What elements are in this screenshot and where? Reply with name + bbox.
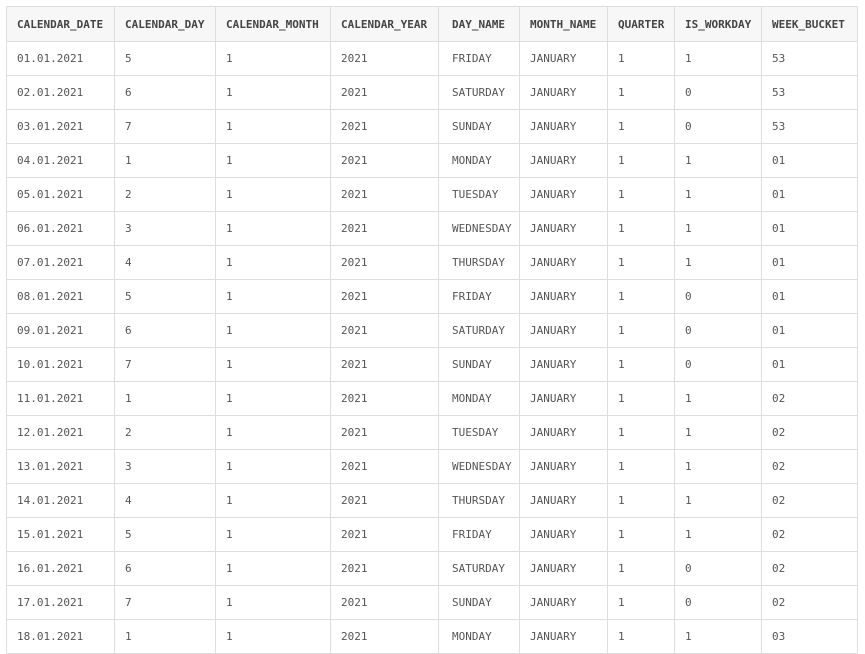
- cell-calendar-month[interactable]: 1: [216, 42, 331, 76]
- column-header-calendar-year[interactable]: CALENDAR_YEAR: [331, 7, 439, 42]
- column-header-day-name[interactable]: DAY_NAME: [439, 7, 520, 42]
- table-row[interactable]: [7, 450, 858, 484]
- cell-day-name[interactable]: SUNDAY: [439, 586, 520, 620]
- cell-calendar-day[interactable]: 1: [115, 620, 216, 654]
- cell-quarter[interactable]: 1: [608, 552, 675, 586]
- table-row[interactable]: [7, 178, 858, 212]
- cell-is-workday[interactable]: 1: [675, 178, 762, 212]
- cell-month-name[interactable]: JANUARY: [520, 552, 608, 586]
- cell-quarter[interactable]: 1: [608, 42, 675, 76]
- cell-calendar-year[interactable]: 2021: [331, 382, 439, 416]
- cell-calendar-year[interactable]: 2021: [331, 212, 439, 246]
- cell-quarter[interactable]: 1: [608, 144, 675, 178]
- cell-calendar-month[interactable]: 1: [216, 246, 331, 280]
- cell-day-name[interactable]: SATURDAY: [439, 76, 520, 110]
- cell-calendar-date[interactable]: 03.01.2021: [7, 110, 115, 144]
- cell-week-bucket[interactable]: 02: [762, 552, 858, 586]
- table-row[interactable]: [7, 280, 858, 314]
- cell-calendar-year[interactable]: 2021: [331, 552, 439, 586]
- cell-calendar-year[interactable]: 2021: [331, 518, 439, 552]
- cell-week-bucket[interactable]: 02: [762, 586, 858, 620]
- cell-calendar-day[interactable]: 7: [115, 586, 216, 620]
- cell-calendar-date[interactable]: 09.01.2021: [7, 314, 115, 348]
- cell-calendar-year[interactable]: 2021: [331, 450, 439, 484]
- cell-calendar-date[interactable]: 11.01.2021: [7, 382, 115, 416]
- cell-week-bucket[interactable]: 01: [762, 314, 858, 348]
- cell-calendar-date[interactable]: 04.01.2021: [7, 144, 115, 178]
- table-row[interactable]: [7, 246, 858, 280]
- cell-quarter[interactable]: 1: [608, 212, 675, 246]
- cell-quarter[interactable]: 1: [608, 280, 675, 314]
- cell-calendar-year[interactable]: 2021: [331, 144, 439, 178]
- cell-quarter[interactable]: 1: [608, 76, 675, 110]
- cell-is-workday[interactable]: 1: [675, 518, 762, 552]
- cell-calendar-day[interactable]: 2: [115, 178, 216, 212]
- cell-month-name[interactable]: JANUARY: [520, 212, 608, 246]
- column-header-week-bucket[interactable]: WEEK_BUCKET: [762, 7, 858, 42]
- cell-day-name[interactable]: THURSDAY: [439, 484, 520, 518]
- cell-week-bucket[interactable]: 01: [762, 178, 858, 212]
- cell-calendar-date[interactable]: 15.01.2021: [7, 518, 115, 552]
- cell-calendar-day[interactable]: 1: [115, 382, 216, 416]
- cell-week-bucket[interactable]: 02: [762, 484, 858, 518]
- cell-week-bucket[interactable]: 02: [762, 450, 858, 484]
- cell-month-name[interactable]: JANUARY: [520, 144, 608, 178]
- cell-day-name[interactable]: WEDNESDAY: [439, 212, 520, 246]
- cell-month-name[interactable]: JANUARY: [520, 450, 608, 484]
- cell-quarter[interactable]: 1: [608, 314, 675, 348]
- cell-is-workday[interactable]: 0: [675, 76, 762, 110]
- cell-calendar-date[interactable]: 10.01.2021: [7, 348, 115, 382]
- cell-week-bucket[interactable]: 53: [762, 110, 858, 144]
- cell-quarter[interactable]: 1: [608, 450, 675, 484]
- cell-calendar-day[interactable]: 3: [115, 212, 216, 246]
- column-header-is-workday[interactable]: IS_WORKDAY: [675, 7, 762, 42]
- table-row[interactable]: [7, 144, 858, 178]
- cell-month-name[interactable]: JANUARY: [520, 76, 608, 110]
- cell-week-bucket[interactable]: 01: [762, 144, 858, 178]
- table-row[interactable]: [7, 76, 858, 110]
- cell-calendar-year[interactable]: 2021: [331, 620, 439, 654]
- cell-calendar-month[interactable]: 1: [216, 76, 331, 110]
- cell-month-name[interactable]: JANUARY: [520, 178, 608, 212]
- cell-is-workday[interactable]: 1: [675, 416, 762, 450]
- cell-quarter[interactable]: 1: [608, 518, 675, 552]
- cell-calendar-month[interactable]: 1: [216, 416, 331, 450]
- cell-calendar-day[interactable]: 4: [115, 484, 216, 518]
- cell-is-workday[interactable]: 1: [675, 42, 762, 76]
- table-row[interactable]: [7, 314, 858, 348]
- table-row[interactable]: [7, 382, 858, 416]
- cell-week-bucket[interactable]: 53: [762, 76, 858, 110]
- cell-week-bucket[interactable]: 02: [762, 416, 858, 450]
- table-row[interactable]: [7, 484, 858, 518]
- cell-month-name[interactable]: JANUARY: [520, 246, 608, 280]
- cell-calendar-date[interactable]: 01.01.2021: [7, 42, 115, 76]
- cell-calendar-year[interactable]: 2021: [331, 246, 439, 280]
- cell-calendar-month[interactable]: 1: [216, 348, 331, 382]
- cell-day-name[interactable]: WEDNESDAY: [439, 450, 520, 484]
- cell-quarter[interactable]: 1: [608, 246, 675, 280]
- cell-calendar-date[interactable]: 13.01.2021: [7, 450, 115, 484]
- cell-week-bucket[interactable]: 53: [762, 42, 858, 76]
- cell-week-bucket[interactable]: 01: [762, 246, 858, 280]
- cell-calendar-month[interactable]: 1: [216, 518, 331, 552]
- cell-quarter[interactable]: 1: [608, 110, 675, 144]
- cell-calendar-day[interactable]: 7: [115, 110, 216, 144]
- cell-calendar-year[interactable]: 2021: [331, 314, 439, 348]
- cell-calendar-day[interactable]: 3: [115, 450, 216, 484]
- cell-calendar-month[interactable]: 1: [216, 382, 331, 416]
- cell-calendar-year[interactable]: 2021: [331, 586, 439, 620]
- header-row: [7, 7, 858, 42]
- cell-month-name[interactable]: JANUARY: [520, 280, 608, 314]
- cell-calendar-day[interactable]: 5: [115, 280, 216, 314]
- table-row[interactable]: [7, 348, 858, 382]
- cell-is-workday[interactable]: 0: [675, 314, 762, 348]
- cell-is-workday[interactable]: 1: [675, 382, 762, 416]
- cell-day-name[interactable]: SUNDAY: [439, 348, 520, 382]
- table-row[interactable]: [7, 552, 858, 586]
- cell-month-name[interactable]: JANUARY: [520, 314, 608, 348]
- cell-day-name[interactable]: FRIDAY: [439, 42, 520, 76]
- cell-calendar-month[interactable]: 1: [216, 314, 331, 348]
- cell-is-workday[interactable]: 0: [675, 280, 762, 314]
- cell-is-workday[interactable]: 1: [675, 212, 762, 246]
- cell-calendar-month[interactable]: 1: [216, 280, 331, 314]
- cell-month-name[interactable]: JANUARY: [520, 382, 608, 416]
- cell-month-name[interactable]: JANUARY: [520, 348, 608, 382]
- cell-calendar-date[interactable]: 08.01.2021: [7, 280, 115, 314]
- cell-calendar-month[interactable]: 1: [216, 178, 331, 212]
- cell-calendar-month[interactable]: 1: [216, 552, 331, 586]
- cell-calendar-day[interactable]: 6: [115, 76, 216, 110]
- cell-calendar-date[interactable]: 06.01.2021: [7, 212, 115, 246]
- table-row[interactable]: [7, 586, 858, 620]
- cell-calendar-date[interactable]: 18.01.2021: [7, 620, 115, 654]
- cell-month-name[interactable]: JANUARY: [520, 620, 608, 654]
- data-grid: [6, 6, 857, 654]
- table-row[interactable]: [7, 518, 858, 552]
- cell-calendar-date[interactable]: 02.01.2021: [7, 76, 115, 110]
- cell-calendar-year[interactable]: 2021: [331, 416, 439, 450]
- cell-day-name[interactable]: FRIDAY: [439, 518, 520, 552]
- cell-month-name[interactable]: JANUARY: [520, 518, 608, 552]
- cell-week-bucket[interactable]: 01: [762, 348, 858, 382]
- cell-calendar-date[interactable]: 07.01.2021: [7, 246, 115, 280]
- table-row[interactable]: [7, 42, 858, 76]
- cell-calendar-year[interactable]: 2021: [331, 178, 439, 212]
- cell-calendar-date[interactable]: 16.01.2021: [7, 552, 115, 586]
- cell-calendar-date[interactable]: 05.01.2021: [7, 178, 115, 212]
- cell-is-workday[interactable]: 1: [675, 620, 762, 654]
- cell-is-workday[interactable]: 0: [675, 552, 762, 586]
- cell-calendar-year[interactable]: 2021: [331, 110, 439, 144]
- cell-is-workday[interactable]: 1: [675, 144, 762, 178]
- cell-calendar-day[interactable]: 2: [115, 416, 216, 450]
- cell-calendar-day[interactable]: 5: [115, 42, 216, 76]
- column-header-calendar-date[interactable]: CALENDAR_DATE: [7, 7, 115, 42]
- cell-calendar-month[interactable]: 1: [216, 144, 331, 178]
- table-row[interactable]: [7, 212, 858, 246]
- cell-day-name[interactable]: MONDAY: [439, 382, 520, 416]
- table-row[interactable]: [7, 416, 858, 450]
- cell-calendar-day[interactable]: 6: [115, 552, 216, 586]
- cell-calendar-month[interactable]: 1: [216, 450, 331, 484]
- calendar-table: [6, 6, 858, 654]
- table-row[interactable]: [7, 110, 858, 144]
- cell-calendar-year[interactable]: 2021: [331, 76, 439, 110]
- cell-calendar-year[interactable]: 2021: [331, 280, 439, 314]
- cell-calendar-month[interactable]: 1: [216, 620, 331, 654]
- cell-calendar-day[interactable]: 7: [115, 348, 216, 382]
- cell-quarter[interactable]: 1: [608, 586, 675, 620]
- cell-week-bucket[interactable]: 01: [762, 212, 858, 246]
- cell-month-name[interactable]: JANUARY: [520, 110, 608, 144]
- cell-calendar-month[interactable]: 1: [216, 110, 331, 144]
- cell-is-workday[interactable]: 1: [675, 484, 762, 518]
- cell-day-name[interactable]: FRIDAY: [439, 280, 520, 314]
- cell-quarter[interactable]: 1: [608, 416, 675, 450]
- table-row[interactable]: [7, 620, 858, 654]
- cell-quarter[interactable]: 1: [608, 382, 675, 416]
- cell-day-name[interactable]: TUESDAY: [439, 416, 520, 450]
- cell-day-name[interactable]: SATURDAY: [439, 552, 520, 586]
- cell-quarter[interactable]: 1: [608, 484, 675, 518]
- cell-calendar-date[interactable]: 17.01.2021: [7, 586, 115, 620]
- column-header-calendar-month[interactable]: CALENDAR_MONTH: [216, 7, 331, 42]
- cell-is-workday[interactable]: 0: [675, 110, 762, 144]
- cell-calendar-day[interactable]: 5: [115, 518, 216, 552]
- cell-calendar-year[interactable]: 2021: [331, 348, 439, 382]
- cell-calendar-year[interactable]: 2021: [331, 484, 439, 518]
- cell-day-name[interactable]: TUESDAY: [439, 178, 520, 212]
- cell-week-bucket[interactable]: 02: [762, 382, 858, 416]
- cell-is-workday[interactable]: 1: [675, 246, 762, 280]
- cell-calendar-date[interactable]: 12.01.2021: [7, 416, 115, 450]
- cell-calendar-day[interactable]: 1: [115, 144, 216, 178]
- cell-calendar-month[interactable]: 1: [216, 484, 331, 518]
- cell-day-name[interactable]: SATURDAY: [439, 314, 520, 348]
- cell-day-name[interactable]: SUNDAY: [439, 110, 520, 144]
- cell-calendar-day[interactable]: 6: [115, 314, 216, 348]
- cell-week-bucket[interactable]: 02: [762, 518, 858, 552]
- column-header-quarter[interactable]: QUARTER: [608, 7, 675, 42]
- cell-quarter[interactable]: 1: [608, 348, 675, 382]
- cell-calendar-day[interactable]: 4: [115, 246, 216, 280]
- cell-is-workday[interactable]: 0: [675, 586, 762, 620]
- cell-is-workday[interactable]: 1: [675, 450, 762, 484]
- cell-calendar-month[interactable]: 1: [216, 586, 331, 620]
- cell-calendar-date[interactable]: 14.01.2021: [7, 484, 115, 518]
- cell-month-name[interactable]: JANUARY: [520, 416, 608, 450]
- cell-quarter[interactable]: 1: [608, 620, 675, 654]
- cell-month-name[interactable]: JANUARY: [520, 586, 608, 620]
- cell-calendar-month[interactable]: 1: [216, 212, 331, 246]
- cell-month-name[interactable]: JANUARY: [520, 42, 608, 76]
- cell-quarter[interactable]: 1: [608, 178, 675, 212]
- cell-day-name[interactable]: MONDAY: [439, 144, 520, 178]
- cell-calendar-year[interactable]: 2021: [331, 42, 439, 76]
- cell-day-name[interactable]: MONDAY: [439, 620, 520, 654]
- column-header-calendar-day[interactable]: CALENDAR_DAY: [115, 7, 216, 42]
- cell-month-name[interactable]: JANUARY: [520, 484, 608, 518]
- column-header-month-name[interactable]: MONTH_NAME: [520, 7, 608, 42]
- cell-week-bucket[interactable]: 03: [762, 620, 858, 654]
- cell-is-workday[interactable]: 0: [675, 348, 762, 382]
- cell-week-bucket[interactable]: 01: [762, 280, 858, 314]
- cell-day-name[interactable]: THURSDAY: [439, 246, 520, 280]
